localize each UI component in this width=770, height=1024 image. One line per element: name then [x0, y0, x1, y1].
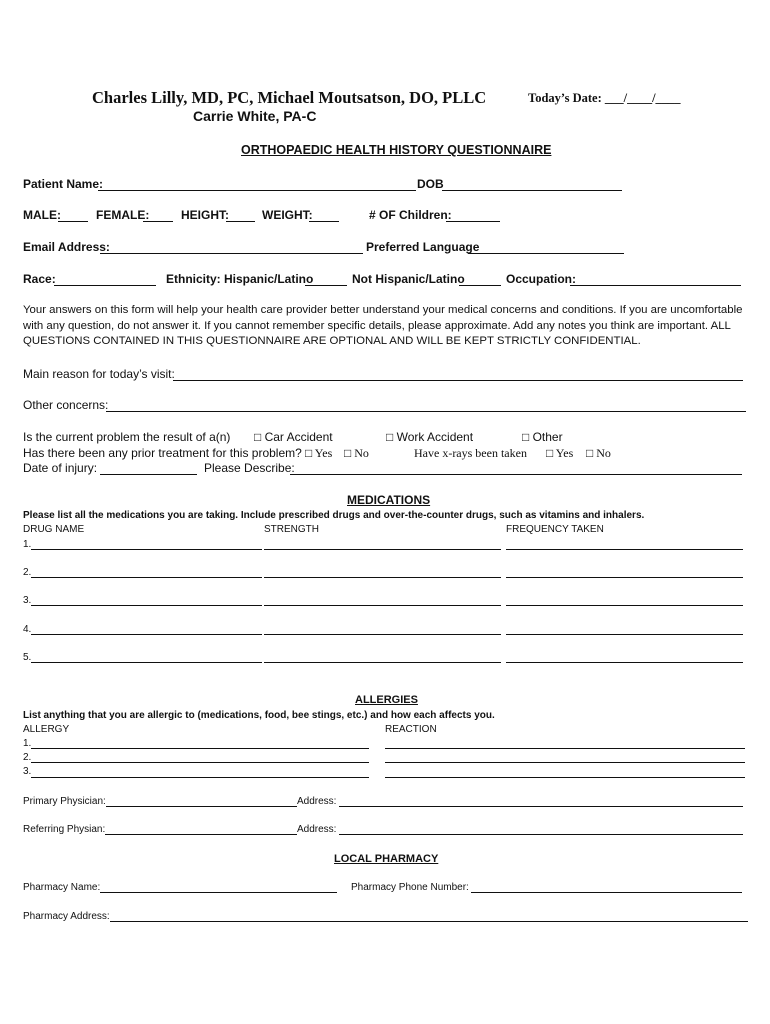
- weight-field[interactable]: [309, 221, 339, 222]
- practice-name: Charles Lilly, MD, PC, Michael Moutsatson, DO, PLLC: [92, 88, 487, 107]
- prior-treatment-label: Has there been any prior treatment for this problem?: [23, 446, 302, 460]
- children-field[interactable]: [446, 221, 500, 222]
- main-reason-label: Main reason for today’s visit:: [23, 367, 175, 381]
- medication-row-number: 4.: [23, 624, 32, 635]
- other-concerns-field[interactable]: [106, 411, 746, 412]
- language-field[interactable]: [468, 253, 624, 254]
- medication-drug-field[interactable]: [31, 605, 262, 606]
- medication-row-number: 3.: [23, 595, 32, 606]
- primary-address-label: Address:: [297, 796, 337, 807]
- medication-strength-field[interactable]: [264, 605, 501, 606]
- primary-address-field[interactable]: [339, 806, 743, 807]
- male-field[interactable]: [58, 221, 88, 222]
- dob-label: DOB: [417, 177, 444, 191]
- describe-field[interactable]: [290, 474, 742, 475]
- provider-name: Carrie White, PA-C: [193, 108, 317, 124]
- medication-row-number: 5.: [23, 652, 32, 663]
- pharmacy-title: LOCAL PHARMACY: [334, 853, 439, 865]
- describe-label: Please Describe:: [204, 461, 295, 475]
- medication-drug-field[interactable]: [31, 634, 262, 635]
- height-label: HEIGHT:: [181, 208, 229, 222]
- medication-row-number: 1.: [23, 539, 32, 550]
- result-of-label: Is the current problem the result of a(n): [23, 430, 231, 444]
- treatment-yes-checkbox[interactable]: □ Yes: [305, 446, 333, 460]
- todays-date: Today’s Date: ___/____/____: [528, 91, 681, 105]
- other-concerns-label: Other concerns:: [23, 398, 109, 412]
- medication-frequency-field[interactable]: [506, 549, 743, 550]
- female-field[interactable]: [143, 221, 173, 222]
- medication-strength-field[interactable]: [264, 577, 501, 578]
- medication-strength-field[interactable]: [264, 549, 501, 550]
- occupation-label: Occupation:: [506, 272, 577, 286]
- allergy-field[interactable]: [31, 748, 369, 749]
- allergy-row-number: 3.: [23, 766, 32, 777]
- allergies-instructions: List anything that you are allergic to (medications, food, bee stings, etc.) and how each affects you.: [23, 710, 495, 721]
- not-hispanic-field[interactable]: [459, 285, 501, 286]
- main-reason-field[interactable]: [173, 380, 743, 381]
- pharmacy-name-label: Pharmacy Name:: [23, 882, 101, 893]
- col-allergy: ALLERGY: [23, 724, 70, 735]
- hispanic-field[interactable]: [305, 285, 347, 286]
- medication-frequency-field[interactable]: [506, 634, 743, 635]
- allergy-field[interactable]: [31, 762, 369, 763]
- medication-frequency-field[interactable]: [506, 577, 743, 578]
- height-field[interactable]: [226, 221, 255, 222]
- col-reaction: REACTION: [385, 724, 437, 735]
- referring-address-label: Address:: [297, 824, 337, 835]
- referring-physician-label: Referring Physian:: [23, 824, 106, 835]
- medication-drug-field[interactable]: [31, 577, 262, 578]
- primary-physician-label: Primary Physician:: [23, 796, 106, 807]
- pharmacy-name-field[interactable]: [100, 892, 337, 893]
- pharmacy-address-label: Pharmacy Address:: [23, 911, 110, 922]
- medication-drug-field[interactable]: [31, 662, 262, 663]
- race-label: Race:: [23, 272, 56, 286]
- primary-physician-field[interactable]: [106, 806, 297, 807]
- pharmacy-phone-field[interactable]: [471, 892, 742, 893]
- male-label: MALE:: [23, 208, 61, 222]
- work-accident-checkbox[interactable]: □ Work Accident: [386, 430, 474, 444]
- medication-frequency-field[interactable]: [506, 605, 743, 606]
- patient-name-field[interactable]: [98, 190, 416, 191]
- allergy-row-number: 2.: [23, 752, 32, 763]
- weight-label: WEIGHT:: [262, 208, 313, 222]
- pharmacy-phone-label: Pharmacy Phone Number:: [351, 882, 469, 893]
- form-title: ORTHOPAEDIC HEALTH HISTORY QUESTIONNAIRE: [241, 143, 552, 157]
- reaction-field[interactable]: [385, 762, 745, 763]
- patient-name-label: Patient Name:: [23, 177, 104, 191]
- children-label: # OF Children:: [369, 208, 452, 222]
- allergy-field[interactable]: [31, 777, 369, 778]
- female-label: FEMALE:: [96, 208, 150, 222]
- race-field[interactable]: [54, 285, 156, 286]
- referring-address-field[interactable]: [339, 834, 743, 835]
- allergy-row-number: 1.: [23, 738, 32, 749]
- xrays-label: Have x-rays been taken: [414, 446, 527, 460]
- email-field[interactable]: [100, 253, 363, 254]
- medications-title: MEDICATIONS: [347, 493, 431, 507]
- medication-strength-field[interactable]: [264, 662, 501, 663]
- medication-frequency-field[interactable]: [506, 662, 743, 663]
- col-frequency: FREQUENCY TAKEN: [506, 524, 604, 535]
- car-accident-checkbox[interactable]: □ Car Accident: [254, 430, 333, 444]
- reaction-field[interactable]: [385, 777, 745, 778]
- occupation-field[interactable]: [570, 285, 741, 286]
- dob-field[interactable]: [442, 190, 622, 191]
- allergies-title: ALLERGIES: [355, 694, 418, 706]
- other-checkbox[interactable]: □ Other: [522, 430, 563, 444]
- treatment-no-checkbox[interactable]: □ No: [344, 446, 369, 460]
- language-label: Preferred Language: [366, 240, 480, 254]
- not-hispanic-label: Not Hispanic/Latino: [352, 272, 465, 286]
- medication-row-number: 2.: [23, 567, 32, 578]
- reaction-field[interactable]: [385, 748, 745, 749]
- date-of-injury-field[interactable]: [100, 474, 197, 475]
- referring-physician-field[interactable]: [105, 834, 297, 835]
- medication-drug-field[interactable]: [31, 549, 262, 550]
- col-drug-name: DRUG NAME: [23, 524, 85, 535]
- medications-instructions: Please list all the medications you are taking. Include prescribed drugs and over-the-counter drugs, such as vitamins and inhalers.: [23, 510, 645, 521]
- ethnicity-label: Ethnicity: Hispanic/Latino: [166, 272, 314, 286]
- intro-paragraph: Your answers on this form will help your health care provider better understand your medical concerns and conditions. If you are uncomfortable with any question, do not answer it. If you cannot remember specific details, please approximate. Add any notes you think are important. ALL QUESTIONS CONTAINED IN THIS QUESTIONNAIRE ARE OPTIONAL AND WILL BE KEPT STRICTLY CONFIDENTIAL.: [23, 304, 743, 348]
- xrays-no-checkbox[interactable]: □ No: [586, 446, 611, 460]
- email-label: Email Address:: [23, 240, 110, 254]
- pharmacy-address-field[interactable]: [110, 921, 748, 922]
- xrays-yes-checkbox[interactable]: □ Yes: [546, 446, 574, 460]
- medication-strength-field[interactable]: [264, 634, 501, 635]
- date-of-injury-label: Date of injury:: [23, 461, 98, 475]
- col-strength: STRENGTH: [264, 524, 319, 535]
